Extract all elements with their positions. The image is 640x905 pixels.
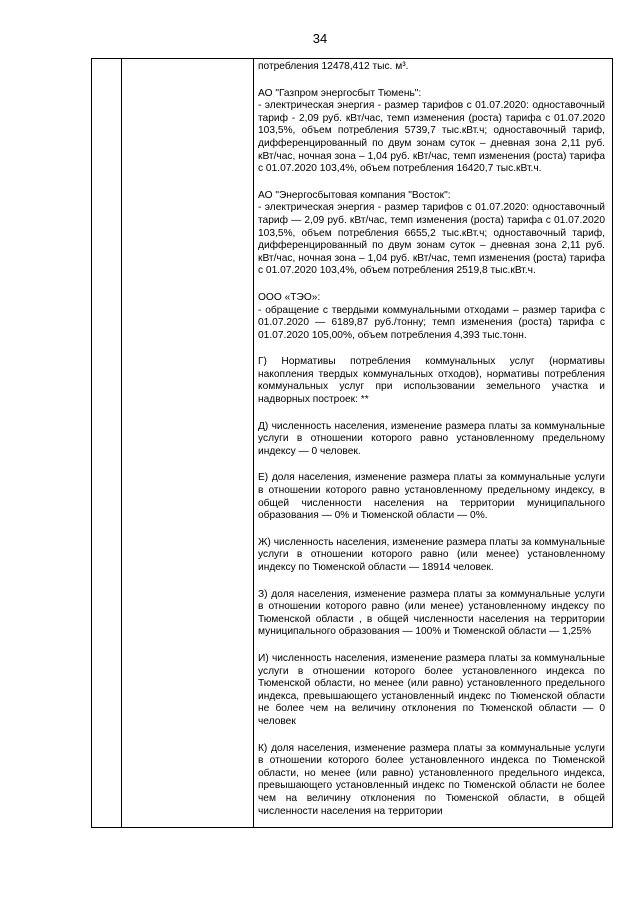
paragraph: потребления 12478,412 тыс. м³. <box>258 61 409 72</box>
paragraph-gap <box>258 74 605 88</box>
paragraph-gap <box>258 407 605 421</box>
paragraph: АО "Энергосбытовая компания "Восток": <box>258 189 451 201</box>
paragraph: АО "Газпром энергосбыт Тюмень": <box>258 87 422 99</box>
paragraph: Г) Нормативы потребления коммунальных услуг (нормативы накопления твердых коммунальных отходов), нормативы потребления коммунальных услуг при использовании земельного участка и надворных построек: ** <box>258 356 605 406</box>
paragraph-gap <box>258 639 605 653</box>
paragraph: К) доля населения, изменение размера платы за коммунальные услуги в отношении которого более установленного индекса по Тюменской области, но менее (или равно) установленного предельного индекса, превышающего установленный индекс по Тюменской области не более чем на величину отклонения по Тюменской области, в общей численности населения на территории <box>258 742 605 817</box>
paragraph-gap <box>258 176 605 190</box>
paragraph: З) доля населения, изменение размера платы за коммунальные услуги в отношении которого равно (или менее) установленному индексу по Тюменской области , в общей численности населения на территории муниципального образования — 100% и Тюменской области — 1,25% <box>258 588 605 638</box>
page-number: 34 <box>312 31 328 46</box>
column-divider-1 <box>121 59 122 827</box>
table-text-cell <box>258 61 605 818</box>
paragraph: И) численность населения, изменение размера платы за коммунальные услуги в отношении которого более установленного индекса по Тюменской области, но менее (или равно) установленного предельного индекса, превышающего установленный индекс по Тюменской области не более чем на величину отклонения по Тюменской области — 0 человек <box>258 652 605 727</box>
paragraph-gap <box>258 729 605 743</box>
paragraph: Д) численность населения, изменение размера платы за коммунальные услуги в отношении которого равно установленному предельному индексу — 0 человек. <box>258 420 605 457</box>
paragraph: - обращение с твердыми коммунальными отходами – размер тарифа с 01.07.2020 — 6189,87 руб./тонну; темп изменения (роста) тарифа с 01.07.2020 105,00%, объем потребления 4,393 тыс.тонн. <box>258 304 605 341</box>
paragraph-gap <box>258 278 605 292</box>
document-table <box>91 58 613 828</box>
paragraph-gap <box>258 458 605 472</box>
paragraph-gap <box>258 575 605 589</box>
paragraph-gap <box>258 523 605 537</box>
paragraph: - электрическая энергия - размер тарифов с 01.07.2020: одноставочный тариф — 2,09 руб. кВт/час, темп изменения (роста) тарифа с 01.07.2020 103,5%, объем потребления 6655,2 тыс.кВт.ч; одноставочный тариф, дифференцированный по двум зонам суток – дневная зона 2,11 руб. кВт/час, ночная зона – 1,04 руб. кВт/час, темп изменения (роста) тарифа с 01.07.2020 103,4%, объем потребления 2519,8 тыс.кВт.ч. <box>258 202 605 277</box>
paragraph: Ж) численность населения, изменение размера платы за коммунальные услуги в отношении которого равно (или менее) установленному индексу по Тюменской области — 18914 человек. <box>258 536 605 573</box>
paragraph: Е) доля населения, изменение размера платы за коммунальные услуги в отношении которого равно установленному предельному индексу, в общей численности населения на территории муниципального образования — 0% и Тюменской области — 0%. <box>258 472 605 522</box>
paragraph: - электрическая энергия - размер тарифов с 01.07.2020: одноставочный тариф - 2,09 руб. кВт/час, темп изменения (роста) тарифа с 01.07.2020 103,5%, объем потребления 5739,7 тыс.кВт.ч; одноставочный тариф, дифференцированный по двум зонам суток – дневная зона 2,11 руб. кВт/час, ночная зона – 1,04 руб. кВт/час, темп изменения (роста) тарифа с 01.07.2020 103,4%, объем потребления 16420,7 тыс.кВт.ч. <box>258 100 605 175</box>
paragraph-gap <box>258 342 605 356</box>
column-divider-2 <box>253 59 254 827</box>
paragraph: ООО «ТЭО»: <box>258 291 321 303</box>
